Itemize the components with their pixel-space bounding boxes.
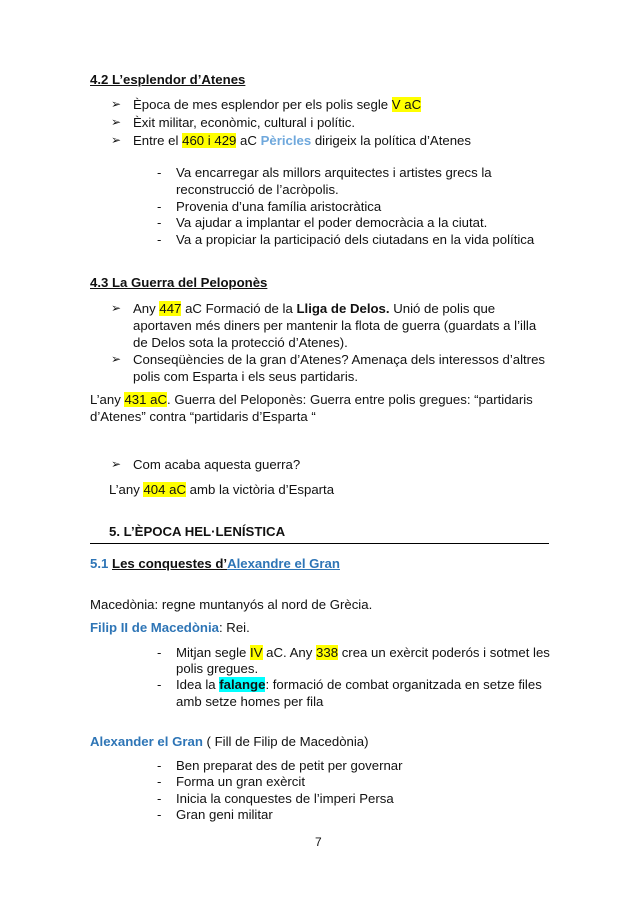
section-divider (90, 543, 549, 544)
dash-bullet: - (157, 215, 162, 230)
alexander-point-3: Inicia la conquestes de l’imperi Persa (176, 791, 394, 806)
alexander-point-1: Ben preparat des de petit per governar (176, 758, 403, 773)
pericles-point-1-cont: reconstrucció de l’acròpolis. (176, 182, 339, 197)
filip-heading: Filip II de Macedònia: Rei. (90, 620, 250, 635)
arrow-bullet-icon: ➢ (111, 115, 122, 129)
alexander-point-2: Forma un gran exèrcit (176, 774, 305, 789)
arrow-bullet-icon: ➢ (111, 133, 122, 147)
paragraph-end: L’any 404 aC amb la victòria d’Esparta (109, 482, 335, 497)
pericles-point-2: Provenia d’una família aristocràtica (176, 199, 382, 214)
filip-point-2: Idea la falange: formació de combat organitzada en setze files (176, 677, 542, 692)
dash-bullet: - (157, 645, 162, 660)
dash-bullet: - (157, 199, 162, 214)
bullet-delos: Any 447 aC Formació de la Lliga de Delos. Unió de polis que (133, 301, 496, 316)
dash-bullet: - (157, 165, 162, 180)
paragraph-war: L’any 431 aC. Guerra del Peloponès: Guerra entre polis gregues: “partidaris (90, 392, 533, 407)
dash-bullet: - (157, 791, 162, 806)
bullet-delos-cont-1: aportaven més diners per mantenir la flota de guerra (guardats a l’illa (133, 318, 537, 333)
alexander-point-4: Gran geni militar (176, 807, 273, 822)
arrow-bullet-icon: ➢ (111, 97, 122, 111)
bullet-era: Època de mes esplendor per els polis segle V aC (133, 97, 422, 112)
bullet-consequences-cont: polis com Esparta i els seus partidaris. (133, 369, 359, 384)
dash-bullet: - (157, 774, 162, 789)
paragraph-macedonia: Macedònia: regne muntanyós al nord de Grècia. (90, 597, 373, 612)
filip-point-1-cont: polis gregues. (176, 661, 259, 676)
dash-bullet: - (157, 677, 162, 692)
bullet-pericles: Entre el 460 i 429 aC Pèricles dirigeix la política d’Atenes (133, 133, 471, 148)
filip-point-2-cont: amb setze homes per fila (176, 694, 324, 709)
dash-bullet: - (157, 758, 162, 773)
paragraph-war-cont: d’Atenes” contra “partidaris d’Esparta “ (90, 409, 316, 424)
section-5-title: 5. L’ÈPOCA HEL·LENÍSTICA (109, 524, 286, 539)
section-5-1-title: 5.1 Les conquestes d’Alexandre el Gran (90, 556, 340, 571)
pericles-point-4: Va a propiciar la participació dels ciutadans en la vida política (176, 232, 535, 247)
bullet-consequences: Conseqüències de la gran d’Atenes? Amenaça dels interessos d’altres (133, 352, 545, 367)
bullet-question: Com acaba aquesta guerra? (133, 457, 301, 472)
page-number: 7 (315, 835, 322, 849)
section-4-2-title: 4.2 L’esplendor d’Atenes (90, 72, 246, 87)
filip-point-1: Mitjan segle IV aC. Any 338 crea un exèrcit poderós i sotmet les (176, 645, 550, 660)
bullet-delos-cont-2: de Delos sota la protecció d’Atenes). (133, 335, 348, 350)
bullet-success: Èxit militar, econòmic, cultural i polític. (133, 115, 356, 130)
dash-bullet: - (157, 232, 162, 247)
section-4-3-title: 4.3 La Guerra del Peloponès (90, 275, 268, 290)
dash-bullet: - (157, 807, 162, 822)
arrow-bullet-icon: ➢ (111, 301, 122, 315)
pericles-point-1: Va encarregar als millors arquitectes i artistes grecs la (176, 165, 492, 180)
arrow-bullet-icon: ➢ (111, 457, 122, 471)
alexander-heading: Alexander el Gran ( Fill de Filip de Macedònia) (90, 734, 369, 749)
pericles-point-3: Va ajudar a implantar el poder democràcia a la ciutat. (176, 215, 488, 230)
arrow-bullet-icon: ➢ (111, 352, 122, 366)
